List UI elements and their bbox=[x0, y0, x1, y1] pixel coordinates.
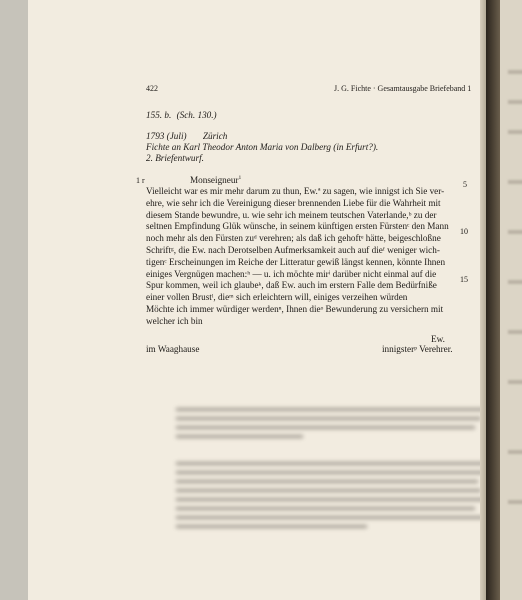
letter-line: Spur kommen, weil ich glaubeᵏ, daß Ew. auch im erstern Falle dem Bedürfniße bbox=[146, 280, 437, 291]
entry-number: 155. b. bbox=[146, 110, 172, 120]
letter-line: Vielleicht war es mir mehr darum zu thun, Ew.ª zu sagen, wie innigst ich Sie ver- bbox=[146, 186, 445, 196]
blurred-apparatus-2 bbox=[176, 462, 494, 534]
entry-place: Zürich bbox=[202, 131, 228, 141]
running-title: J. G. Fichte · Gesamtausgabe Briefeband 1 bbox=[334, 84, 472, 93]
entry-ref: (Sch. 130.) bbox=[176, 110, 217, 120]
place-note: im Waaghause bbox=[146, 344, 200, 354]
blurred-apparatus-1 bbox=[176, 408, 494, 444]
letter-line: Schriftᵍ, die Ew. nach Derotselben Aufmerksamkeit auch auf dieᶠ weniger wich- bbox=[146, 245, 440, 255]
line-number-15: 15 bbox=[460, 275, 468, 284]
line-number-5: 5 bbox=[463, 180, 467, 189]
closing-ew: Ew. bbox=[431, 334, 445, 344]
letter-line: einer vollen Brustˡ, dieᵐ sich erleichtern will, einiges verzeihen würden bbox=[146, 292, 408, 303]
book-gutter bbox=[486, 0, 500, 600]
book-page bbox=[28, 0, 486, 600]
letter-line: tigenᶜ Erscheinungen im Reiche der Litteratur gewiß längst kennen, könnte Ihnen bbox=[146, 256, 446, 267]
letter-line: Möchte ich immer würdiger werdenⁿ, Ihnen dieᵒ Bewunderung zu versichern mit bbox=[146, 304, 444, 314]
letter-line: diesem Stande bewundre, u. wie sehr ich meinem teutschen Vaterlande,ᵇ zu der bbox=[146, 209, 437, 220]
letter-line: seltnen Empfindung Glük wünsche, in seinem künftigen ersten Fürstenᶜ den Mann bbox=[146, 221, 449, 232]
entry-heading bbox=[146, 110, 217, 120]
line-number-10: 10 bbox=[460, 227, 468, 236]
letter-line: welcher ich bin bbox=[146, 315, 203, 326]
entry-draft: 2. Briefentwurf. bbox=[146, 153, 204, 163]
letter-salutation: Monseigneur$^1$ bbox=[190, 174, 242, 185]
entry-date-line bbox=[146, 131, 227, 141]
folio-marker: 1 r bbox=[136, 176, 145, 185]
letter-line: einiges Vergnügen machen:ʰ — u. ich möchte mirⁱ darüber nicht einmal auf die bbox=[146, 268, 437, 279]
page-number: 422 bbox=[146, 84, 158, 93]
signature: innigsterᵖ Verehrer. bbox=[382, 344, 453, 354]
entry-addressee: Fichte an Karl Theodor Anton Maria von Dalberg (in Erfurt?). bbox=[146, 142, 379, 152]
scan-background-left bbox=[0, 0, 28, 600]
letter-line: noch mehr als den Fürsten zuᵈ verehren; als daß ich gehoftᵉ hätte, beigeschloßne bbox=[146, 233, 441, 244]
entry-date: 1793 (Juli) bbox=[146, 131, 187, 141]
letter-line: ehre, wie sehr ich die Vereinigung dieser brennenden Liebe für die Wahrheit mit bbox=[146, 197, 441, 208]
facing-page-edge bbox=[500, 0, 522, 600]
